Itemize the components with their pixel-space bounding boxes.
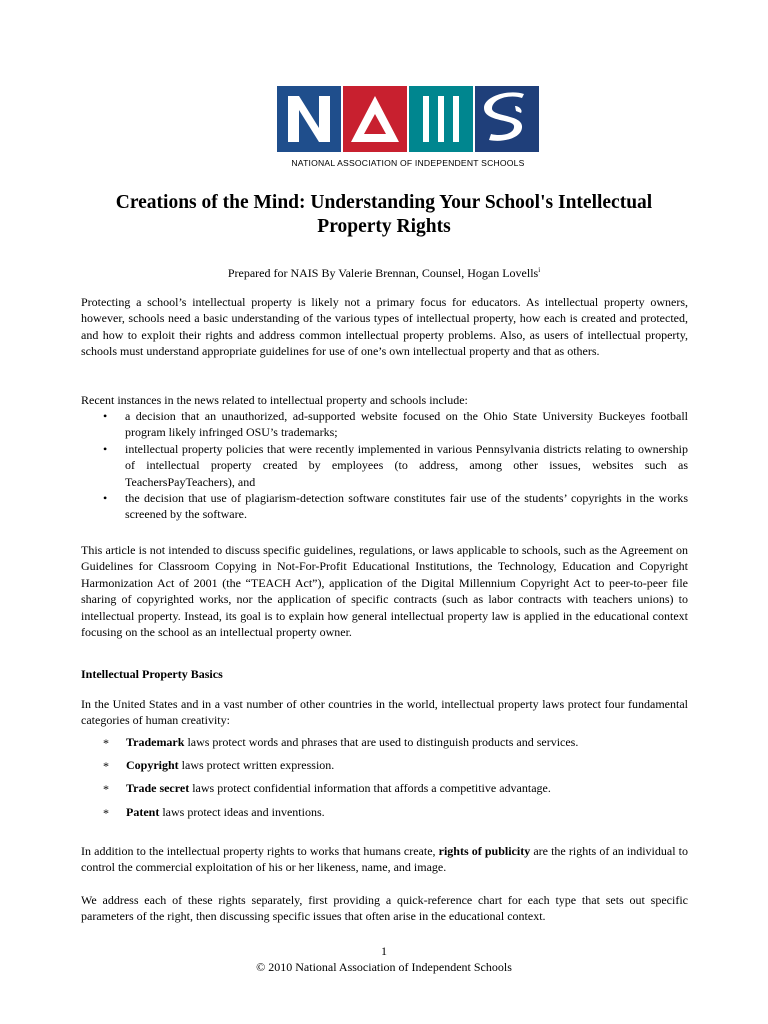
logo-ii-tile: [409, 86, 473, 152]
star-glyph: *: [103, 782, 109, 796]
list-item: [81, 780, 688, 796]
logo-a-tile: [343, 86, 407, 152]
category-text: laws protect written expression.: [178, 758, 335, 772]
category-term: Trademark: [126, 735, 185, 749]
recent-instances-intro: Recent instances in the news related to intellectual property and schools include:: [81, 393, 468, 407]
bullet-glyph: •: [103, 491, 108, 506]
nais-logo: [277, 86, 539, 172]
category-text: laws protect words and phrases that are used to distinguish products and services.: [184, 735, 579, 749]
bullet-glyph: •: [103, 441, 108, 456]
page-number: 1: [381, 944, 387, 958]
address-paragraph: We address each of these rights separately, first providing a quick-reference chart for each type that sets out specific parameters of the right, then discussing specific issues that often arise in the educational context.: [81, 893, 688, 924]
publicity-text-before: In addition to the intellectual property rights to works that humans create,: [81, 844, 439, 858]
intro-paragraph: Protecting a school’s intellectual property is likely not a primary focus for educators. As intellectual property owners, however, schools need a basic understanding of the various types of intellectual property, how each is created and protected, and how to exploit their rights and address common intellectual property problems. Also, as users of intellectual property, schools must understand appropriate guidelines for use of one’s own intellectual property and that as others.: [81, 295, 688, 359]
list-item: [81, 490, 688, 523]
scope-paragraph: This article is not intended to discuss specific guidelines, regulations, or laws applicable to schools, such as the Agreement on Guidelines for Classroom Copying in Not-For-Profit Educational Institutions, the Technology, Education and Copyright Harmonization Act of 2001 (the “TEACH Act”), application of the Digital Millennium Copyright Act to peer-to-peer file sharing of copyrighted works, nor the application of specific contracts (such as labor contracts with teachers unions) to intellectual property. Instead, its goal is to explain how general intellectual property law is applied in the educational context focusing on the school as an intellectual property owner.: [81, 543, 688, 640]
prepared-by-line: [80, 263, 688, 280]
list-item-text: a decision that an unauthorized, ad-supported website focused on the Ohio State University Buckeyes football program likely infringed OSU’s trademarks;: [125, 409, 688, 440]
document-title: Creations of the Mind: Understanding Your School's Intellectual Property Rights: [115, 192, 653, 237]
star-glyph: *: [103, 736, 109, 750]
endnote-marker: i: [538, 266, 541, 274]
bullet-glyph: •: [103, 409, 108, 423]
category-term: Patent: [126, 805, 160, 819]
section-heading: Intellectual Property Basics: [81, 667, 223, 681]
category-text: laws protect ideas and inventions.: [159, 805, 325, 819]
list-item-text: the decision that use of plagiarism-detection software constitutes fair use of the students’ copyrights in the works screened by the software.: [125, 491, 688, 522]
publicity-text-after: are the rights of an individual to control the commercial exploitation of his or her likeness, name, and image.: [81, 844, 688, 875]
publicity-term: rights of publicity: [438, 844, 531, 858]
list-item: [81, 757, 688, 773]
prepared-by-text: Prepared for NAIS By Valerie Brennan, Counsel, Hogan Lovells: [227, 266, 539, 280]
category-term: Copyright: [126, 758, 179, 772]
recent-instances-list: [81, 408, 688, 523]
category-text: laws protect confidential information that affords a competitive advantage.: [189, 781, 551, 795]
list-item: [81, 408, 688, 441]
publicity-paragraph: [81, 843, 688, 876]
logo-caption: NATIONAL ASSOCIATION OF INDEPENDENT SCHOOLS: [291, 158, 525, 168]
category-term: Trade secret: [126, 781, 190, 795]
basics-intro-paragraph: In the United States and in a vast number of other countries in the world, intellectual property laws protect four fundamental categories of human creativity:: [81, 697, 688, 728]
copyright-footer: © 2010 National Association of Independent Schools: [256, 960, 512, 974]
star-glyph: *: [103, 806, 109, 820]
list-item-text: intellectual property policies that were recently implemented in various Pennsylvania districts relating to ownership of intellectual property created by employees (to address, among other issues, websites such as TeachersPayTeachers), and: [125, 441, 688, 489]
list-item: [81, 734, 688, 750]
list-item: [81, 441, 688, 490]
logo-s-tile: [475, 86, 539, 152]
list-item: [81, 804, 688, 820]
logo-n-tile: [277, 86, 341, 152]
star-glyph: *: [103, 759, 109, 773]
